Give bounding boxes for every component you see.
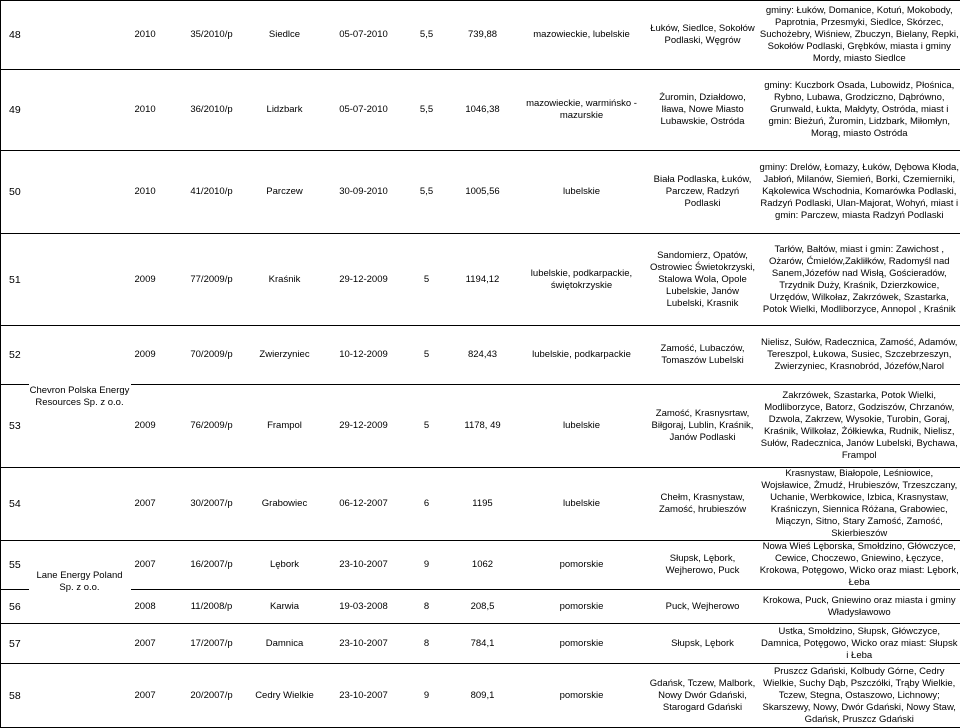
cell-decision: 35/2010/p bbox=[177, 1, 247, 70]
cell-counties: Sandomierz, Opatów, Ostrowiec Świetokrzyski, Stalowa Wola, Opole Lubelskie, Janów Lubelski, Krasnik bbox=[647, 234, 759, 326]
cell-name: Grabowiec bbox=[247, 468, 323, 541]
table-row bbox=[1, 234, 960, 326]
cell-decision: 41/2010/p bbox=[177, 151, 247, 234]
cell-date: 19-03-2008 bbox=[323, 590, 405, 624]
cell-years-valid: 9 bbox=[405, 541, 449, 590]
cell-company: Chevron Polska Energy Resources Sp. z o.o. bbox=[29, 326, 131, 468]
cell-company bbox=[29, 664, 131, 728]
cell-lp: 56 bbox=[1, 590, 29, 624]
cell-years-valid: 9 bbox=[405, 664, 449, 728]
table-row bbox=[1, 590, 960, 624]
table-row bbox=[1, 541, 960, 590]
cell-company bbox=[29, 234, 131, 326]
cell-years-valid: 5,5 bbox=[405, 1, 449, 70]
cell-voivodeship: lubelskie bbox=[517, 385, 647, 468]
cell-company bbox=[29, 1, 131, 70]
cell-decision: 76/2009/p bbox=[177, 385, 247, 468]
cell-company bbox=[29, 151, 131, 234]
cell-years-valid: 5 bbox=[405, 326, 449, 385]
cell-name: Lębork bbox=[247, 541, 323, 590]
cell-counties: Zamość, Krasnysrtaw, Biłgoraj, Lublin, Kraśnik, Janów Podlaski bbox=[647, 385, 759, 468]
cell-year: 2009 bbox=[131, 385, 177, 468]
cell-lp: 54 bbox=[1, 468, 29, 541]
cell-company bbox=[29, 468, 131, 541]
cell-year: 2007 bbox=[131, 664, 177, 728]
cell-name: Frampol bbox=[247, 385, 323, 468]
cell-area: 1178, 49 bbox=[449, 385, 517, 468]
cell-year: 2010 bbox=[131, 151, 177, 234]
cell-year: 2010 bbox=[131, 70, 177, 151]
cell-lp: 55 bbox=[1, 541, 29, 590]
cell-communes: Zakrzówek, Szastarka, Potok Wielki, Modliborzyce, Batorz, Godziszów, Chrzanów, Dzwola, Zakrzew, Wysokie, Turobin, Goraj, Kraśnik, Wilkołaz, Żółkiewka, Rudnik, Nielisz, Sułów, Radecznica, Janów Lubelski, Bychawa, Frampol bbox=[759, 385, 960, 468]
cell-decision: 30/2007/p bbox=[177, 468, 247, 541]
cell-communes: Krokowa, Puck, Gniewino oraz miasta i gminy Władysławowo bbox=[759, 590, 960, 624]
cell-year: 2010 bbox=[131, 1, 177, 70]
cell-counties: Puck, Wejherowo bbox=[647, 590, 759, 624]
cell-counties: Chełm, Krasnystaw, Zamość, hrubieszów bbox=[647, 468, 759, 541]
cell-voivodeship: pomorskie bbox=[517, 590, 647, 624]
cell-decision: 11/2008/p bbox=[177, 590, 247, 624]
cell-communes: gminy: Drelów, Łomazy, Łuków, Dębowa Kłoda, Jabłoń, Milanów, Siemień, Borki, Czemierniki, Kąkolewica Wschodnia, Komarówka Podlaski, Radzyń Podlaski, Ulan-Majorat, Wohyń, miast i gmin: Parczew, miasta Radzyń Podlaski bbox=[759, 151, 960, 234]
cell-decision: 16/2007/p bbox=[177, 541, 247, 590]
cell-counties: Słupsk, Lębork bbox=[647, 624, 759, 664]
cell-years-valid: 5 bbox=[405, 385, 449, 468]
cell-date: 05-07-2010 bbox=[323, 1, 405, 70]
cell-lp: 57 bbox=[1, 624, 29, 664]
table-row bbox=[1, 624, 960, 664]
cell-year: 2007 bbox=[131, 541, 177, 590]
cell-date: 23-10-2007 bbox=[323, 624, 405, 664]
cell-years-valid: 6 bbox=[405, 468, 449, 541]
cell-counties: Gdańsk, Tczew, Malbork, Nowy Dwór Gdański, Starogard Gdański bbox=[647, 664, 759, 728]
cell-area: 809,1 bbox=[449, 664, 517, 728]
cell-counties: Łuków, Siedlce, Sokołów Podlaski, Węgrów bbox=[647, 1, 759, 70]
cell-date: 23-10-2007 bbox=[323, 664, 405, 728]
cell-counties: Zamość, Lubaczów, Tomaszów Lubelski bbox=[647, 326, 759, 385]
table-row bbox=[1, 70, 960, 151]
cell-area: 1195 bbox=[449, 468, 517, 541]
cell-communes: Nowa Wieś Lęborska, Smołdzino, Główczyce, Cewice, Choczewo, Gniewino, Łęczyce, Krokowa, Potęgowo, Wicko oraz miast: Lębork, Łeba bbox=[759, 541, 960, 590]
cell-company bbox=[29, 624, 131, 664]
cell-area: 1194,12 bbox=[449, 234, 517, 326]
cell-years-valid: 5,5 bbox=[405, 151, 449, 234]
cell-lp: 58 bbox=[1, 664, 29, 728]
cell-decision: 20/2007/p bbox=[177, 664, 247, 728]
table-row bbox=[1, 468, 960, 541]
cell-voivodeship: pomorskie bbox=[517, 624, 647, 664]
cell-name: Parczew bbox=[247, 151, 323, 234]
cell-communes: Tarłów, Bałtów, miast i gmin: Zawichost , Ożarów, Ćmielów,Zakliłków, Radomyśl nad Sanem,Józefów nad Wisłą, Gościeradów, Trzydnik Duży, Kraśnik, Dzierzkowice, Urzędów, Wilkołaz, Zakrzówek, Szastarka, Potok Wielki, Modliborzyce, Annopol , Kraśnik bbox=[759, 234, 960, 326]
cell-years-valid: 8 bbox=[405, 590, 449, 624]
cell-lp: 49 bbox=[1, 70, 29, 151]
cell-communes: Pruszcz Gdański, Kolbudy Górne, Cedry Wielkie, Suchy Dąb, Pszczółki, Trąby Wielkie, Tczew, Stegna, Ostaszowo, Lichnowy; Skarszewy, Nowy, Dwór Gdański, Nowy Staw, Gdańsk, Pruszcz Gdański bbox=[759, 664, 960, 728]
cell-voivodeship: lubelskie, podkarpackie bbox=[517, 326, 647, 385]
cell-communes: Ustka, Smołdzino, Słupsk, Główczyce, Damnica, Potęgowo, Wicko oraz miast: Słupsk i Łeba bbox=[759, 624, 960, 664]
cell-years-valid: 5 bbox=[405, 234, 449, 326]
cell-year: 2009 bbox=[131, 326, 177, 385]
cell-company: Lane Energy Poland Sp. z o.o. bbox=[29, 541, 131, 624]
cell-counties: Żuromin, Działdowo, Iława, Nowe Miasto Lubawskie, Ostróda bbox=[647, 70, 759, 151]
cell-lp: 50 bbox=[1, 151, 29, 234]
cell-name: Lidzbark bbox=[247, 70, 323, 151]
cell-area: 1062 bbox=[449, 541, 517, 590]
cell-voivodeship: mazowieckie, lubelskie bbox=[517, 1, 647, 70]
cell-year: 2007 bbox=[131, 624, 177, 664]
table-row bbox=[1, 664, 960, 728]
cell-date: 29-12-2009 bbox=[323, 385, 405, 468]
table-row bbox=[1, 151, 960, 234]
cell-name: Damnica bbox=[247, 624, 323, 664]
cell-decision: 17/2007/p bbox=[177, 624, 247, 664]
cell-name: Karwia bbox=[247, 590, 323, 624]
cell-decision: 36/2010/p bbox=[177, 70, 247, 151]
cell-lp: 53 bbox=[1, 385, 29, 468]
cell-date: 30-09-2010 bbox=[323, 151, 405, 234]
cell-year: 2008 bbox=[131, 590, 177, 624]
cell-name: Zwierzyniec bbox=[247, 326, 323, 385]
cell-date: 06-12-2007 bbox=[323, 468, 405, 541]
cell-communes: Nielisz, Sułów, Radecznica, Zamość, Adamów, Tereszpol, Łukowa, Susiec, Szczebrzeszyn, Zwierzyniec, Krasnobród, Józefów,Narol bbox=[759, 326, 960, 385]
cell-area: 1046,38 bbox=[449, 70, 517, 151]
cell-counties: Słupsk, Lębork, Wejherowo, Puck bbox=[647, 541, 759, 590]
cell-voivodeship: pomorskie bbox=[517, 541, 647, 590]
cell-decision: 70/2009/p bbox=[177, 326, 247, 385]
cell-name: Siedlce bbox=[247, 1, 323, 70]
cell-date: 23-10-2007 bbox=[323, 541, 405, 590]
cell-lp: 51 bbox=[1, 234, 29, 326]
cell-year: 2009 bbox=[131, 234, 177, 326]
cell-name: Cedry Wielkie bbox=[247, 664, 323, 728]
cell-voivodeship: mazowieckie, warmińsko - mazurskie bbox=[517, 70, 647, 151]
cell-area: 1005,56 bbox=[449, 151, 517, 234]
cell-communes: Krasnystaw, Białopole, Leśniowice, Wojsławice, Żmudź, Hrubieszów, Trzeszczany, Uchanie, Werbkowice, Izbica, Krasnystaw, Kraśniczyn, Siennica Różana, Grabowiec, Miączyn, Sitno, Stary Zamość, Zamość, Skierbieszów bbox=[759, 468, 960, 541]
cell-communes: gminy: Łuków, Domanice, Kotuń, Mokobody, Paprotnia, Przesmyki, Siedlce, Skórzec, Suchożebry, Wiśniew, Zbuczyn, Bielany, Repki, Sokołów Podlaski, Grębków, miasta i gminy Mordy, miasto Siedlce bbox=[759, 1, 960, 70]
cell-area: 208,5 bbox=[449, 590, 517, 624]
cell-date: 10-12-2009 bbox=[323, 326, 405, 385]
cell-years-valid: 8 bbox=[405, 624, 449, 664]
cell-name: Kraśnik bbox=[247, 234, 323, 326]
cell-years-valid: 5,5 bbox=[405, 70, 449, 151]
cell-counties: Biała Podlaska, Łuków, Parczew, Radzyń Podlaski bbox=[647, 151, 759, 234]
table-row bbox=[1, 385, 960, 468]
cell-decision: 77/2009/p bbox=[177, 234, 247, 326]
cell-date: 05-07-2010 bbox=[323, 70, 405, 151]
cell-year: 2007 bbox=[131, 468, 177, 541]
cell-lp: 48 bbox=[1, 1, 29, 70]
cell-voivodeship: lubelskie, podkarpackie, świętokrzyskie bbox=[517, 234, 647, 326]
cell-area: 784,1 bbox=[449, 624, 517, 664]
cell-company bbox=[29, 70, 131, 151]
cell-area: 739,88 bbox=[449, 1, 517, 70]
table-row bbox=[1, 326, 960, 385]
cell-communes: gminy: Kuczbork Osada, Lubowidz, Płośnica, Rybno, Lubawa, Grodziczno, Dąbrówno, Grunwald, Łukta, Małdyty, Ostróda, miast i gmin: Bieżuń, Żuromin, Lidzbark, Miłomłyn, Morąg, miasto Ostróda bbox=[759, 70, 960, 151]
table-row bbox=[1, 1, 960, 70]
cell-lp: 52 bbox=[1, 326, 29, 385]
cell-voivodeship: pomorskie bbox=[517, 664, 647, 728]
cell-area: 824,43 bbox=[449, 326, 517, 385]
cell-voivodeship: lubelskie bbox=[517, 468, 647, 541]
cell-date: 29-12-2009 bbox=[323, 234, 405, 326]
cell-voivodeship: lubelskie bbox=[517, 151, 647, 234]
